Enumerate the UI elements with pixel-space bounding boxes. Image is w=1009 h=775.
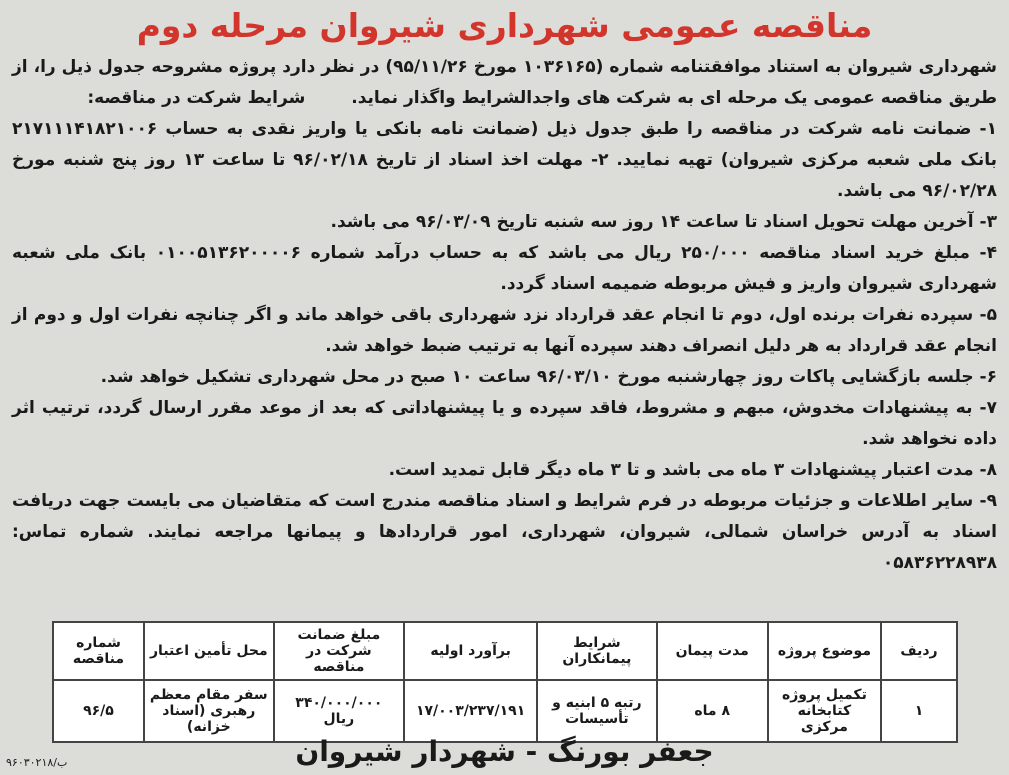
document-body (12, 52, 997, 579)
header-initial-estimate: برآورد اولیه (404, 622, 537, 680)
page-title: مناقصه عمومی شهرداری شیروان مرحله دوم (136, 6, 873, 45)
conditions-heading: شرایط شرکت در مناقصه: (87, 88, 306, 108)
header-tender-number: شماره مناقصه (53, 622, 144, 680)
cell-contract-duration: ۸ ماه (657, 680, 768, 742)
cell-contractor-conditions: رتبه ۵ ابنیه و تأسیسات (537, 680, 656, 742)
tender-table (52, 621, 958, 743)
condition-9-text: ۹- سایر اطلاعات و جزئیات مربوطه در فرم شرایط و اسناد مناقصه مندرج است که متقاضیان می بایست جهت دریافت اسناد به آدرس خراسان شمالی، شیروان، شهرداری، امور قراردادها و پیمانها مراجعه نمایند. شماره تماس: ۰۵۸۳۶۲۲۸۹۳۸ (12, 491, 997, 573)
header-contract-duration: مدت پیمان (657, 622, 768, 680)
cell-row-number: ۱ (881, 680, 957, 742)
condition-7 (12, 393, 997, 455)
condition-6-label: ۶- جلسه بازگشایی پاکات (789, 367, 997, 387)
document-code: ۹۶۰۳۰۲۱۸/ب (6, 756, 68, 769)
condition-2-label: ۲- مهلت اخذ اسناد (448, 150, 609, 170)
table-header-row (53, 622, 957, 680)
condition-4-text: ۲۵۰/۰۰۰ ریال می باشد که به حساب درآمد شماره ۰۱۰۰۵۱۳۶۲۰۰۰۰۶ بانک ملی شعبه شهرداری شیروان واریز و فیش مربوطه ضمیمه اسناد گردد. (12, 243, 997, 294)
condition-5-text: ۵- سپرده نفرات برنده اول، دوم تا انجام عقد قرارداد نزد شهرداری باقی خواهد ماند و اگر چنانچه نفرات اول و دوم از انجام عقد قرارداد به هر دلیل انصراف دهند سپرده آنها به ترتیب ضبط خواهد شد. (12, 305, 997, 356)
cell-tender-number: ۹۶/۵ (53, 680, 144, 742)
intro-paragraph (12, 52, 997, 114)
condition-6 (12, 362, 997, 393)
condition-1 (12, 114, 997, 207)
condition-3-label: ۳- آخرین مهلت تحویل اسناد (763, 212, 997, 232)
condition-9 (12, 486, 997, 579)
condition-6-text: روز چهارشنبه مورخ ۹۶/۰۳/۱۰ ساعت ۱۰ صبح در محل شهرداری تشکیل خواهد شد. (100, 367, 790, 387)
cell-guarantee-amount: ۳۴۰/۰۰۰/۰۰۰ ریال (274, 680, 404, 742)
intro-text: شهرداری شیروان به استناد موافقتنامه شماره (۱۰۳۶۱۶۵ مورخ ۹۵/۱۱/۲۶) در نظر دارد پروژه مشروحه جدول ذیل را، از طریق مناقصه عمومی یک مرحله ای به شرکت های واجدالشرایط واگذار نماید. (12, 57, 998, 108)
condition-8-text: ۸- مدت اعتبار پیشنهادات ۳ ماه می باشد و تا ۳ ماه دیگر قابل تمدید است. (388, 460, 997, 480)
condition-8 (12, 455, 997, 486)
header-row-number: ردیف (881, 622, 957, 680)
header-contractor-conditions: شرایط پیمانکاران (537, 622, 656, 680)
header-funding-source: محل تأمین اعتبار (144, 622, 274, 680)
condition-4 (12, 238, 997, 300)
condition-3 (12, 207, 997, 238)
condition-1-text: ۱- ضمانت نامه شرکت در مناقصه را طبق جدول ذیل (ضمانت نامه بانکی یا واریز نقدی به حساب ۲۱۷۱۱۱۴۱۸۲۱۰۰۶ بانک ملی شعبه مرکزی شیروان) تهیه نمایید. (12, 119, 997, 170)
condition-7-text: ۷- به پیشنهادات مخدوش، مبهم و مشروط، فاقد سپرده و یا پیشنهاداتی که بعد از موعد مقرر ارسال گردد، ترتیب اثر داده نخواهد شد. (12, 398, 997, 449)
header-guarantee-amount: مبلغ ضمانت شرکت در مناقصه (274, 622, 404, 680)
condition-5 (12, 300, 997, 362)
signature: جعفر بورنگ - شهردار شیروان (295, 735, 714, 768)
cell-initial-estimate: ۱۷/۰۰۳/۲۳۷/۱۹۱ (404, 680, 537, 742)
condition-2-text: از تاریخ ۹۶/۰۲/۱۸ تا ساعت ۱۳ روز پنج شنبه مورخ ۹۶/۰۲/۲۸ می باشد. (12, 150, 997, 201)
condition-3-text: تا ساعت ۱۴ روز سه شنبه تاریخ ۹۶/۰۳/۰۹ می باشد. (330, 212, 764, 232)
header-project-subject: موضوع پروژه (768, 622, 881, 680)
cell-project-subject: تکمیل پروژه کتابخانه مرکزی (768, 680, 881, 742)
table-row (53, 680, 957, 742)
cell-funding-source: سفر مقام معظم رهبری (اسناد خزانه) (144, 680, 274, 742)
condition-4-label: ۴- مبلغ خرید اسناد مناقصه (759, 243, 997, 263)
